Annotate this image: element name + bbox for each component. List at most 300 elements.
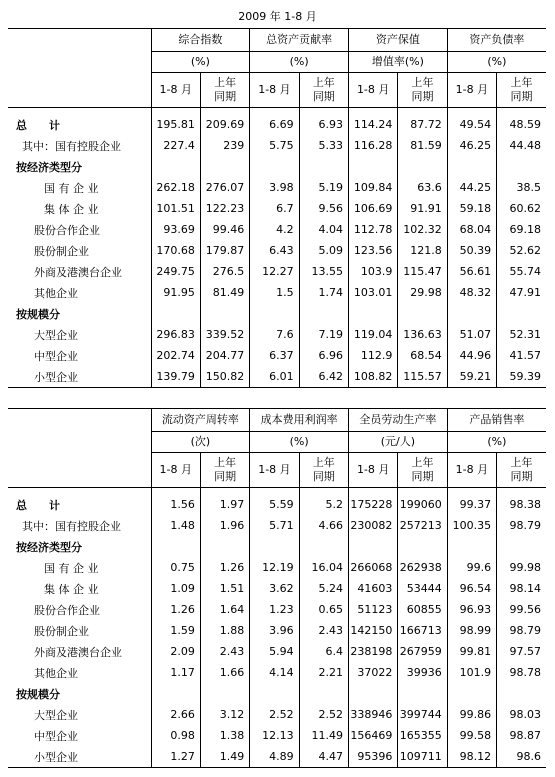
cell-value: 56.61 [447,261,496,282]
cell-value: 1.96 [200,515,249,536]
cell-value: 12.13 [250,725,299,746]
table-row [8,156,546,177]
cell-value [447,536,496,557]
period-previous-line2: 同期 [214,90,237,103]
cell-value: 68.54 [398,345,447,366]
group-unit: (%) [151,52,250,73]
period-previous-line1: 上年 [510,456,533,469]
cell-value: 142150 [349,620,398,641]
cell-value: 98.78 [497,662,546,683]
cell-value: 5.75 [250,135,299,156]
period-current: 1-8 月 [250,453,299,488]
cell-value: 102.32 [398,219,447,240]
cell-value: 116.28 [349,135,398,156]
cell-value: 3.98 [250,177,299,198]
cell-value: 87.72 [398,108,447,136]
row-label: 国 有 企 业 [44,561,99,575]
cell-value: 53444 [398,578,447,599]
cell-value: 1.23 [250,599,299,620]
cell-value: 103.9 [349,261,398,282]
indicator-table-1 [8,28,546,388]
cell-value: 238198 [349,641,398,662]
row-label: 集 体 企 业 [44,202,99,216]
cell-value: 119.04 [349,324,398,345]
cell-value: 98.6 [497,746,546,768]
cell-value: 97.57 [497,641,546,662]
group-name: 成本费用利润率 [250,409,349,432]
cell-value: 41.57 [497,345,546,366]
cell-value: 3.62 [250,578,299,599]
cell-value: 165355 [398,725,447,746]
cell-value: 101.51 [151,198,200,219]
cell-value: 1.88 [200,620,249,641]
cell-value [250,683,299,704]
cell-value: 5.2 [299,488,348,516]
row-label: 中型企业 [34,729,78,743]
table-row [8,515,546,536]
cell-value [398,156,447,177]
period-previous-line2: 同期 [312,90,335,103]
cell-value: 112.78 [349,219,398,240]
cell-value [200,536,249,557]
cell-value: 156469 [349,725,398,746]
cell-value: 227.4 [151,135,200,156]
row-label: 小型企业 [8,366,151,388]
cell-value: 99.56 [497,599,546,620]
cell-value: 5.24 [299,578,348,599]
cell-value: 2.21 [299,662,348,683]
table-row [8,366,546,388]
cell-value: 6.4 [299,641,348,662]
cell-value [497,156,546,177]
cell-value: 51123 [349,599,398,620]
cell-value [497,683,546,704]
period-previous-line1: 上年 [411,456,434,469]
row-label: 股份合作企业 [34,603,100,617]
table-row [8,683,546,704]
cell-value: 51.07 [447,324,496,345]
cell-value: 44.48 [497,135,546,156]
cell-value: 115.57 [398,366,447,388]
cell-value [299,156,348,177]
period-previous-line1: 上年 [312,76,335,89]
row-label: 大型企业 [34,328,78,342]
cell-value: 2.52 [299,704,348,725]
row-label: 总 计 [16,118,60,132]
header-row-units [8,52,546,73]
table-row [8,303,546,324]
cell-value: 60855 [398,599,447,620]
cell-value: 6.93 [299,108,348,136]
cell-value [151,156,200,177]
cell-value: 179.87 [200,240,249,261]
table-row [8,578,546,599]
period-previous-line1: 上年 [312,456,335,469]
cell-value: 81.49 [200,282,249,303]
table-row [8,704,546,725]
cell-value [151,683,200,704]
cell-value: 199060 [398,488,447,516]
group-name: 总资产贡献率 [250,29,349,52]
cell-value: 5.71 [250,515,299,536]
group-unit: (%) [250,52,349,73]
cell-value: 59.21 [447,366,496,388]
period-previous [497,73,546,108]
cell-value: 99.46 [200,219,249,240]
row-label: 国 有 企 业 [44,181,99,195]
cell-value: 99.81 [447,641,496,662]
period-previous-line2: 同期 [510,470,533,483]
cell-value: 93.69 [151,219,200,240]
cell-value: 1.09 [151,578,200,599]
cell-value [349,303,398,324]
cell-value: 6.7 [250,198,299,219]
cell-value: 48.32 [447,282,496,303]
cell-value: 4.14 [250,662,299,683]
period-previous [200,73,249,108]
cell-value: 99.6 [447,557,496,578]
header-row-periods [8,453,546,488]
cell-value: 59.18 [447,198,496,219]
cell-value: 101.9 [447,662,496,683]
cell-value: 96.54 [447,578,496,599]
table-row [8,135,546,156]
row-label: 其他企业 [34,286,78,300]
cell-value: 123.56 [349,240,398,261]
cell-value: 91.91 [398,198,447,219]
group-unit: (%) [447,52,546,73]
table-row [8,662,546,683]
row-label: 其中：国有控股企业 [22,519,121,533]
period-previous [299,453,348,488]
cell-value [349,536,398,557]
cell-value: 98.87 [497,725,546,746]
period-previous [200,453,249,488]
cell-value [349,156,398,177]
cell-value: 4.2 [250,219,299,240]
row-label: 其他企业 [34,666,78,680]
cell-value: 175228 [349,488,398,516]
cell-value: 1.74 [299,282,348,303]
table-row [8,108,546,136]
table-row [8,324,546,345]
cell-value: 44.96 [447,345,496,366]
cell-value: 81.59 [398,135,447,156]
cell-value: 249.75 [151,261,200,282]
cell-value: 100.35 [447,515,496,536]
cell-value: 122.23 [200,198,249,219]
cell-value: 230082 [349,515,398,536]
cell-value: 5.59 [250,488,299,516]
cell-value: 170.68 [151,240,200,261]
period-previous-line1: 上年 [411,76,434,89]
cell-value [299,536,348,557]
row-label: 总 计 [16,498,60,512]
row-label: 小型企业 [8,746,151,768]
cell-value: 150.82 [200,366,249,388]
row-label: 按经济类型分 [16,160,82,174]
period-previous [497,453,546,488]
cell-value: 2.43 [299,620,348,641]
row-label: 其中：国有控股企业 [22,139,121,153]
cell-value: 1.27 [151,746,200,768]
period-current: 1-8 月 [447,73,496,108]
cell-value: 204.77 [200,345,249,366]
cell-value: 39936 [398,662,447,683]
group-unit: (元/人) [349,432,448,453]
cell-value: 202.74 [151,345,200,366]
row-label: 股份制企业 [34,244,89,258]
cell-value [299,683,348,704]
cell-value [200,156,249,177]
cell-value: 1.5 [250,282,299,303]
document-title: 2009 年 1-8 月 [238,10,317,23]
cell-value: 98.38 [497,488,546,516]
period-previous [398,453,447,488]
cell-value [250,303,299,324]
group-name: 产品销售率 [447,409,546,432]
header-row-group-names [8,409,546,432]
cell-value: 276.07 [200,177,249,198]
row-label: 按规模分 [16,687,60,701]
period-previous-line2: 同期 [312,470,335,483]
cell-value [398,683,447,704]
period-previous-line2: 同期 [411,470,434,483]
cell-value: 59.39 [497,366,546,388]
header-row-periods [8,73,546,108]
cell-value: 99.86 [447,704,496,725]
cell-value: 109.84 [349,177,398,198]
period-current: 1-8 月 [447,453,496,488]
cell-value: 98.12 [447,746,496,768]
cell-value: 108.82 [349,366,398,388]
cell-value: 1.26 [151,599,200,620]
cell-value: 69.18 [497,219,546,240]
cell-value: 103.01 [349,282,398,303]
cell-value: 112.9 [349,345,398,366]
cell-value: 4.04 [299,219,348,240]
cell-value: 3.12 [200,704,249,725]
cell-value: 0.98 [151,725,200,746]
table-row [8,488,546,516]
cell-value: 49.54 [447,108,496,136]
header-row-group-names [8,29,546,52]
cell-value: 55.74 [497,261,546,282]
cell-value: 68.04 [447,219,496,240]
cell-value: 338946 [349,704,398,725]
period-current: 1-8 月 [349,73,398,108]
row-label: 集 体 企 业 [44,582,99,596]
cell-value: 4.47 [299,746,348,768]
cell-value: 95396 [349,746,398,768]
table-row [8,725,546,746]
cell-value: 399744 [398,704,447,725]
cell-value: 1.59 [151,620,200,641]
header-row-units [8,432,546,453]
row-label: 外商及港澳台企业 [34,265,122,279]
period-previous [299,73,348,108]
cell-value: 1.51 [200,578,249,599]
cell-value: 47.91 [497,282,546,303]
cell-value: 98.79 [497,620,546,641]
table-row [8,261,546,282]
period-previous-line2: 同期 [411,90,434,103]
cell-value: 1.38 [200,725,249,746]
cell-value: 98.99 [447,620,496,641]
row-label: 大型企业 [34,708,78,722]
table-row [8,641,546,662]
table-row [8,177,546,198]
cell-value: 13.55 [299,261,348,282]
period-current: 1-8 月 [151,453,200,488]
cell-value: 1.48 [151,515,200,536]
cell-value [398,303,447,324]
cell-value: 6.96 [299,345,348,366]
cell-value: 1.26 [200,557,249,578]
cell-value: 98.03 [497,704,546,725]
cell-value: 114.24 [349,108,398,136]
cell-value: 52.31 [497,324,546,345]
group-unit: (次) [151,432,250,453]
table-row [8,557,546,578]
group-name: 综合指数 [151,29,250,52]
cell-value [349,683,398,704]
cell-value: 209.69 [200,108,249,136]
cell-value: 276.5 [200,261,249,282]
cell-value [250,156,299,177]
group-unit: (%) [250,432,349,453]
cell-value: 52.62 [497,240,546,261]
cell-value: 2.66 [151,704,200,725]
row-label: 股份制企业 [34,624,89,638]
header-corner [8,29,151,52]
cell-value: 267959 [398,641,447,662]
table-row [8,198,546,219]
cell-value: 7.6 [250,324,299,345]
cell-value: 38.5 [497,177,546,198]
row-label: 股份合作企业 [34,223,100,237]
cell-value: 44.25 [447,177,496,198]
cell-value: 7.19 [299,324,348,345]
cell-value: 98.79 [497,515,546,536]
header-corner [8,453,151,488]
cell-value: 5.94 [250,641,299,662]
cell-value: 2.09 [151,641,200,662]
cell-value: 63.6 [398,177,447,198]
table-row [8,536,546,557]
cell-value: 6.69 [250,108,299,136]
cell-value: 257213 [398,515,447,536]
cell-value [250,536,299,557]
cell-value [398,536,447,557]
indicator-table-2 [8,408,546,768]
cell-value: 6.42 [299,366,348,388]
cell-value: 5.19 [299,177,348,198]
table-row [8,599,546,620]
table-row [8,746,546,768]
cell-value: 16.04 [299,557,348,578]
group-unit: (%) [447,432,546,453]
cell-value: 6.43 [250,240,299,261]
cell-value: 98.14 [497,578,546,599]
cell-value [497,303,546,324]
row-label: 按规模分 [16,307,60,321]
table-row [8,345,546,366]
cell-value: 1.97 [200,488,249,516]
period-previous-line1: 上年 [214,456,237,469]
cell-value: 262938 [398,557,447,578]
table-row [8,620,546,641]
cell-value: 1.56 [151,488,200,516]
cell-value: 91.95 [151,282,200,303]
cell-value: 262.18 [151,177,200,198]
cell-value: 195.81 [151,108,200,136]
cell-value: 121.8 [398,240,447,261]
cell-value [151,536,200,557]
table-row [8,219,546,240]
cell-value: 60.62 [497,198,546,219]
cell-value: 11.49 [299,725,348,746]
cell-value: 5.09 [299,240,348,261]
header-corner [8,432,151,453]
cell-value: 239 [200,135,249,156]
cell-value: 5.33 [299,135,348,156]
cell-value: 0.65 [299,599,348,620]
cell-value: 109711 [398,746,447,768]
period-previous [398,73,447,108]
header-corner [8,52,151,73]
group-name: 流动资产周转率 [151,409,250,432]
group-unit: 增值率(%) [349,52,448,73]
cell-value: 41603 [349,578,398,599]
cell-value: 1.49 [200,746,249,768]
cell-value [200,683,249,704]
cell-value: 339.52 [200,324,249,345]
cell-value: 2.52 [250,704,299,725]
cell-value: 50.39 [447,240,496,261]
cell-value: 139.79 [151,366,200,388]
cell-value: 1.66 [200,662,249,683]
cell-value [200,303,249,324]
group-name: 资产负债率 [447,29,546,52]
cell-value: 1.64 [200,599,249,620]
cell-value: 99.98 [497,557,546,578]
cell-value: 48.59 [497,108,546,136]
cell-value: 37022 [349,662,398,683]
group-name: 资产保值 [349,29,448,52]
cell-value: 296.83 [151,324,200,345]
cell-value: 96.93 [447,599,496,620]
cell-value: 0.75 [151,557,200,578]
cell-value: 12.27 [250,261,299,282]
period-previous-line1: 上年 [214,76,237,89]
cell-value: 4.66 [299,515,348,536]
cell-value: 3.96 [250,620,299,641]
row-label: 按经济类型分 [16,540,82,554]
cell-value: 99.58 [447,725,496,746]
cell-value: 1.17 [151,662,200,683]
cell-value: 166713 [398,620,447,641]
cell-value: 29.98 [398,282,447,303]
period-previous-line2: 同期 [510,90,533,103]
table-row [8,240,546,261]
header-corner [8,73,151,108]
table-row [8,282,546,303]
row-label: 中型企业 [34,349,78,363]
cell-value [447,683,496,704]
period-current: 1-8 月 [250,73,299,108]
cell-value: 99.37 [447,488,496,516]
